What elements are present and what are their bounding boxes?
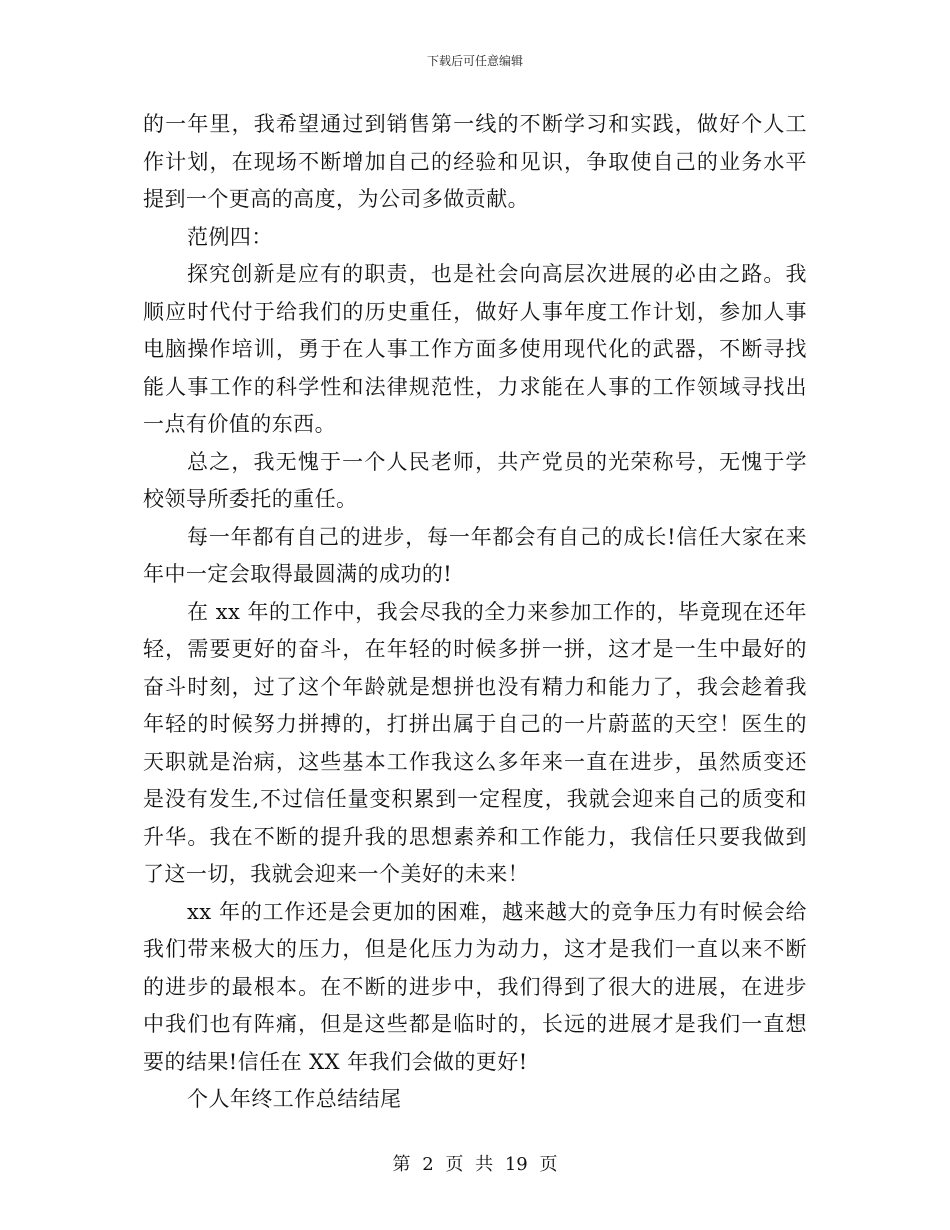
paragraph-future: xx 年的工作还是会更加的困难，越来越大的竞争压力有时候会给我们带来极大的压力，但是化压力为动力，这才是我们一直以来不断的进步的最根本。在不断的进步中，我们得到了很大的进展，在进步中我们也有阵痛，但是这些都是临时的，长远的进展才是我们一直想要的结果!信任在 XX 年我们会做的更好!	[143, 899, 807, 1074]
section-heading-summary-ending: 个人年终工作总结结尾	[187, 1087, 402, 1111]
paragraph-progress: 每一年都有自己的进步，每一年都会有自己的成长!信任大家在来年中一定会取得最圆满的成功的!	[143, 524, 807, 586]
paragraph-work-plan: 在 xx 年的工作中，我会尽我的全力来参加工作的，毕竟现在还年轻，需要更好的奋斗，在年轻的时候多拼一拼，这才是一生中最好的奋斗时刻，过了这个年龄就是想拼也没有精力和能力了，我会趁着我年轻的时候努力拼搏的，打拼出属于自己的一片蔚蓝的天空！医生的天职就是治病，这些基本工作我这么多年来一直在进步，虽然质变还是没有发生,不过信任量变积累到一定程度，我就会迎来自己的质变和升华。我在不断的提升我的思想素养和工作能力，我信任只要我做到了这一切，我就会迎来一个美好的未来！	[143, 599, 807, 886]
section-heading-example-four: 范例四：	[187, 224, 273, 249]
page-header: 下载后可任意编辑	[426, 54, 523, 68]
paragraph-innovation: 探究创新是应有的职责，也是社会向高层次进展的必由之路。我顺应时代付于给我们的历史重任，做好人事年度工作计划，参加人事电脑操作培训，勇于在人事工作方面多使用现代化的武器，不断寻找能人事工作的科学性和法律规范性，力求能在人事的工作领域寻找出一点有价值的东西。	[143, 262, 807, 436]
paragraph-continuation: 的一年里，我希望通过到销售第一线的不断学习和实践，做好个人工作计划，在现场不断增加自己的经验和见识，争取使自己的业务水平提到一个更高的高度，为公司多做贡献。	[143, 112, 807, 211]
document-body	[143, 106, 807, 1119]
page-number-footer: 第 2 页 共 19 页	[392, 1154, 558, 1175]
paragraph-conclusion: 总之，我无愧于一个人民老师，共产党员的光荣称号，无愧于学校领导所委托的重任。	[143, 449, 807, 511]
